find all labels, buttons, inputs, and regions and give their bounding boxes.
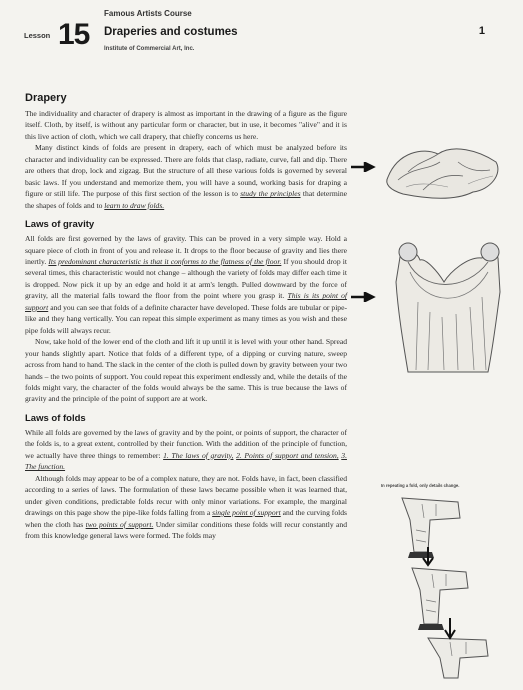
lesson-label: Lesson: [24, 31, 51, 40]
underlined-phrase: This is its point of support: [25, 291, 348, 312]
page-number: 1: [478, 25, 485, 37]
underlined-phrase: single point of support: [212, 508, 281, 518]
gravity-paragraph-2: Now, take hold of the lower end of the cloth and lift it up until it is level with your other hand. Spread your hands slightly apart. Notice that folds of a different type, of a dipping or curving nature, sweep across from hand to hand. The slack in the center of the cloth is pulled down by gravity between your two hands – the two points of support. You could repeat this experiment endlessly and, while the details of the folds might vary, the character of the folds would always be the same. This is true because the laws of gravity and the principle of the point of support are at work.: [25, 337, 347, 404]
underlined-phrase: 3. The function.: [25, 450, 347, 472]
heading-laws-of-gravity: Laws of gravity: [25, 219, 95, 231]
text-column: [25, 92, 347, 541]
illustration-cloth-two-points: [378, 222, 508, 377]
arrow-icon: [351, 292, 377, 302]
institute-name: Institute of Commercial Art, Inc.: [104, 46, 195, 52]
hand-left: [399, 243, 417, 261]
underlined-phrase: two points of support.: [85, 519, 154, 529]
illustration-cloth-on-floor: [378, 132, 508, 207]
heading-drapery: Drapery: [25, 92, 67, 104]
heading-laws-of-folds: Laws of folds: [25, 412, 86, 424]
illustration-caption: In repeating a fold, only details change.: [381, 483, 460, 488]
illustration-leg-folds: [388, 490, 498, 682]
arrow-down-icon: [445, 618, 455, 638]
underlined-phrase: 1. The laws of gravity,: [163, 450, 234, 460]
folds-paragraph-2: Although folds may appear to be of a complex nature, they are not. Folds have, in fact, been classified according to a series of laws. The formulation of these laws became possible when it was learned that, under given conditions, predictable folds recur with only minor variations. For example, the marginal drawings on this page show the pipe-like folds falling from a single point of support and the curving folds when the cloth has two points of support. Under similar conditions these folds will recur constantly and from this knowledge general laws were formed. The folds may: [25, 473, 347, 540]
arrow-icon: [351, 162, 377, 172]
underlined-phrase: study the principles: [240, 189, 301, 199]
folds-paragraph-1: While all folds are governed by the laws of gravity and by the point, or points of support, the character of the folds is, to a great extent, controlled by their function. With the addition of the principle of function, we actually have three things to remember: 1. The laws of gravity, 2. Points of support and tension, 3. The function.: [25, 427, 347, 472]
hand-right: [481, 243, 499, 261]
lesson-title: Draperies and costumes: [104, 26, 238, 38]
lesson-number: 15: [58, 18, 90, 51]
underlined-phrase: learn to draw folds.: [104, 200, 165, 210]
underlined-phrase: Its predominant characteristic is that it conforms to the flatness of the floor.: [48, 256, 282, 266]
drapery-paragraph-1: The individuality and character of drapery is almost as important in the drawing of a figure as the figure itself. Cloth, by itself, is without any particular form or character, but in use, it becomes "alive" and it is this live action of cloth, which we call drapery, that chiefly concerns us here.: [25, 109, 347, 141]
drapery-paragraph-2: Many distinct kinds of folds are present in drapery, each of which must be analyzed before its character and individuality can be expressed. There are folds that clasp, radiate, curve, fall and dip. There are others that drop, lock and zigzag. But the structure of all these various folds is governed by several basic laws. If you understand and memorize them, you will have a sound, working basis for draping a figure or still life. The purpose of this first section of the lesson is to study the principles that determine the shapes of folds and to learn to draw folds.: [25, 143, 347, 210]
underlined-phrase: 2. Points of support and tension,: [236, 450, 339, 460]
course-name: Famous Artists Course: [104, 9, 192, 18]
gravity-paragraph-1: All folds are first governed by the laws of gravity. This can be proved in a very simple way. Hold a square piece of cloth in front of you and release it. It drops to the floor because of gravity and lies there inertly. Its predominant characteristic is that it conforms to the flatness of the floor. If you should drop it several times, this characteristic would not change – although the variety of folds may differ each time it is dropped. Now pick it up by an edge and hold it at arm's length. Pulled downward by the force of gravity, all the material falls toward the floor from the point where you grasp it. This is its point of support and you can see that folds of a definite character have developed. These folds are tubular or pipe-like and they hang vertically. You can repeat this simple experiment as many times as you wish and these pipe folds will always recur.: [25, 234, 348, 335]
